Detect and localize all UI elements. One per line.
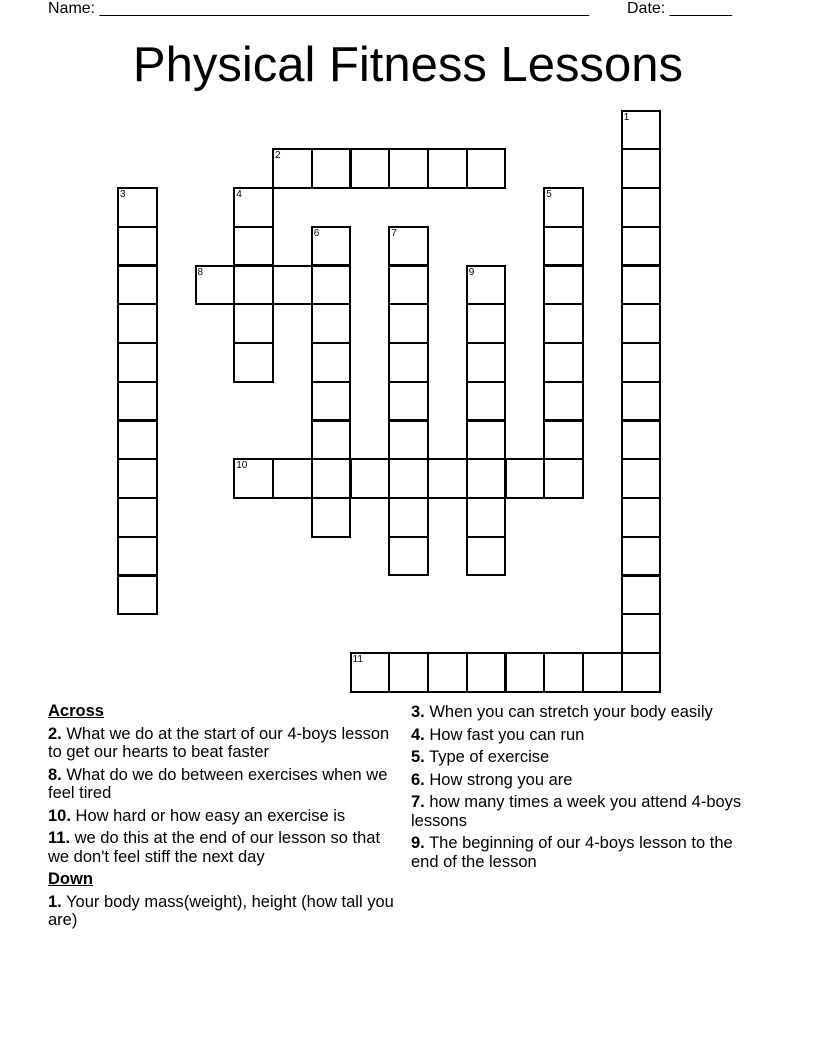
grid-cell[interactable] — [621, 536, 662, 577]
clue-text: Your body mass(weight), height (how tall you are) — [48, 892, 394, 929]
grid-cell[interactable] — [582, 652, 623, 693]
clue-text: we do this at the end of our lesson so that we don't feel stiff the next day — [48, 829, 381, 866]
grid-cell[interactable] — [543, 226, 584, 267]
clue-text: How hard or how easy an exercise is — [75, 806, 346, 825]
clue-text: What we do at the start of our 4-boys lesson to get our hearts to beat faster — [48, 724, 390, 761]
grid-cell[interactable] — [233, 265, 274, 306]
page-title: Physical Fitness Lessons — [132, 38, 684, 92]
grid-cell[interactable] — [388, 303, 429, 344]
grid-cell[interactable] — [466, 265, 507, 306]
grid-cell[interactable] — [311, 420, 352, 461]
grid-cell[interactable] — [117, 420, 158, 461]
clue-text: Type of exercise — [429, 748, 550, 766]
cell-number: 5 — [546, 189, 552, 200]
date-field[interactable]: Date: _______ — [627, 0, 732, 17]
grid-cell[interactable] — [466, 652, 507, 693]
grid-cell[interactable] — [466, 420, 507, 461]
grid-cell[interactable] — [388, 497, 429, 538]
clue-number: 9. — [411, 834, 425, 852]
clue-number: 11. — [48, 829, 71, 847]
grid-cell[interactable] — [621, 381, 662, 422]
grid-cell[interactable] — [543, 303, 584, 344]
grid-cell[interactable] — [117, 303, 158, 344]
grid-cell[interactable] — [350, 652, 391, 693]
grid-cell[interactable] — [117, 381, 158, 422]
clue-text: how many times a week you attend 4-boys lessons — [411, 793, 742, 830]
grid-cell[interactable] — [427, 148, 468, 189]
grid-cell[interactable] — [117, 187, 158, 228]
clue-across-8 — [48, 766, 398, 803]
name-field[interactable]: Name: _______________________________________________________ — [48, 0, 589, 17]
grid-cell[interactable] — [311, 265, 352, 306]
grid-cell[interactable] — [311, 148, 352, 189]
clue-down-1 — [48, 893, 398, 930]
grid-cell[interactable] — [233, 226, 274, 267]
grid-cell[interactable] — [466, 458, 507, 499]
grid-cell[interactable] — [505, 652, 546, 693]
grid-cell[interactable] — [311, 226, 352, 267]
grid-cell[interactable] — [311, 342, 352, 383]
clue-number: 8. — [48, 765, 62, 784]
grid-cell[interactable] — [117, 226, 158, 267]
clue-down-3 — [411, 703, 751, 722]
grid-cell[interactable] — [621, 420, 662, 461]
across-heading: Across — [48, 702, 104, 720]
grid-cell[interactable] — [233, 187, 274, 228]
grid-cell[interactable] — [388, 226, 429, 267]
clue-number: 10. — [48, 806, 71, 825]
clue-text: When you can stretch your body easily — [429, 703, 713, 721]
grid-cell[interactable] — [388, 148, 429, 189]
grid-cell[interactable] — [621, 497, 662, 538]
grid-cell[interactable] — [621, 303, 662, 344]
grid-cell[interactable] — [272, 458, 313, 499]
cell-number: 10 — [236, 460, 248, 472]
grid-cell[interactable] — [117, 536, 158, 577]
grid-cell[interactable] — [621, 187, 662, 228]
clue-down-4 — [411, 726, 751, 745]
grid-cell[interactable] — [311, 458, 352, 499]
clue-down-9 — [411, 834, 751, 871]
grid-cell[interactable] — [543, 652, 584, 693]
grid-cell[interactable] — [543, 187, 584, 228]
grid-cell[interactable] — [388, 342, 429, 383]
clue-down-7 — [411, 793, 751, 830]
clue-number: 1. — [48, 892, 62, 911]
grid-cell[interactable] — [117, 575, 158, 616]
grid-cell[interactable] — [543, 381, 584, 422]
grid-cell[interactable] — [388, 458, 429, 499]
clue-text: The beginning of our 4-boys lesson to the end of the lesson — [411, 834, 733, 871]
grid-cell[interactable] — [466, 342, 507, 383]
grid-cell[interactable] — [388, 265, 429, 306]
grid-cell[interactable] — [543, 458, 584, 499]
grid-cell[interactable] — [350, 148, 391, 189]
clues-column-right — [411, 703, 751, 875]
cell-number: 2 — [275, 150, 281, 162]
grid-cell[interactable] — [543, 265, 584, 306]
grid-cell[interactable] — [117, 458, 158, 499]
clue-number: 5. — [411, 748, 425, 766]
grid-cell[interactable] — [621, 226, 662, 267]
cell-number: 1 — [623, 111, 630, 123]
grid-cell[interactable] — [466, 536, 507, 577]
cell-number: 3 — [120, 189, 126, 200]
grid-cell[interactable] — [543, 420, 584, 461]
grid-cell[interactable] — [233, 342, 274, 383]
clue-number: 7. — [411, 793, 425, 811]
grid-cell[interactable] — [466, 148, 507, 189]
grid-cell[interactable] — [621, 110, 662, 151]
cell-number: 7 — [391, 227, 397, 239]
grid-cell[interactable] — [117, 497, 158, 538]
cell-number: 4 — [236, 189, 242, 200]
clue-text: What do we do between exercises when we feel tired — [48, 765, 388, 802]
grid-cell[interactable] — [621, 342, 662, 383]
clue-down-5 — [411, 748, 751, 767]
grid-cell[interactable] — [466, 497, 507, 538]
clue-down-6 — [411, 771, 751, 790]
clue-across-2 — [48, 725, 398, 762]
grid-cell[interactable] — [272, 148, 313, 189]
grid-cell[interactable] — [311, 497, 352, 538]
cell-number: 6 — [313, 227, 320, 239]
cell-number: 11 — [352, 654, 363, 665]
grid-cell[interactable] — [233, 303, 274, 344]
grid-cell[interactable] — [621, 458, 662, 499]
grid-cell[interactable] — [466, 381, 507, 422]
grid-cell[interactable] — [233, 458, 274, 499]
grid-cell[interactable] — [388, 381, 429, 422]
grid-cell[interactable] — [621, 613, 662, 654]
clues-column-left — [48, 702, 398, 934]
grid-cell[interactable] — [621, 148, 662, 189]
grid-cell[interactable] — [466, 303, 507, 344]
grid-cell[interactable] — [388, 652, 429, 693]
clue-text: How strong you are — [429, 770, 573, 789]
grid-cell[interactable] — [427, 652, 468, 693]
grid-cell[interactable] — [311, 303, 352, 344]
grid-cell[interactable] — [543, 342, 584, 383]
grid-cell[interactable] — [350, 458, 391, 499]
cell-number: 8 — [197, 266, 204, 278]
grid-cell[interactable] — [388, 420, 429, 461]
clue-number: 2. — [48, 724, 62, 743]
clue-across-11 — [48, 829, 398, 866]
grid-cell[interactable] — [311, 381, 352, 422]
grid-cell[interactable] — [272, 265, 313, 306]
grid-cell[interactable] — [505, 458, 546, 499]
grid-cell[interactable] — [621, 265, 662, 306]
grid-cell[interactable] — [117, 265, 158, 306]
down-heading: Down — [48, 870, 93, 888]
clue-number: 3. — [411, 703, 425, 721]
grid-cell[interactable] — [621, 652, 662, 693]
clue-text: How fast you can run — [429, 725, 585, 744]
grid-cell[interactable] — [621, 575, 662, 616]
grid-cell[interactable] — [195, 265, 236, 306]
grid-cell[interactable] — [117, 342, 158, 383]
grid-cell[interactable] — [388, 536, 429, 577]
clue-number: 4. — [411, 725, 425, 744]
clue-number: 6. — [411, 770, 425, 789]
clue-across-10 — [48, 807, 398, 826]
cell-number: 9 — [468, 266, 475, 278]
grid-cell[interactable] — [427, 458, 468, 499]
